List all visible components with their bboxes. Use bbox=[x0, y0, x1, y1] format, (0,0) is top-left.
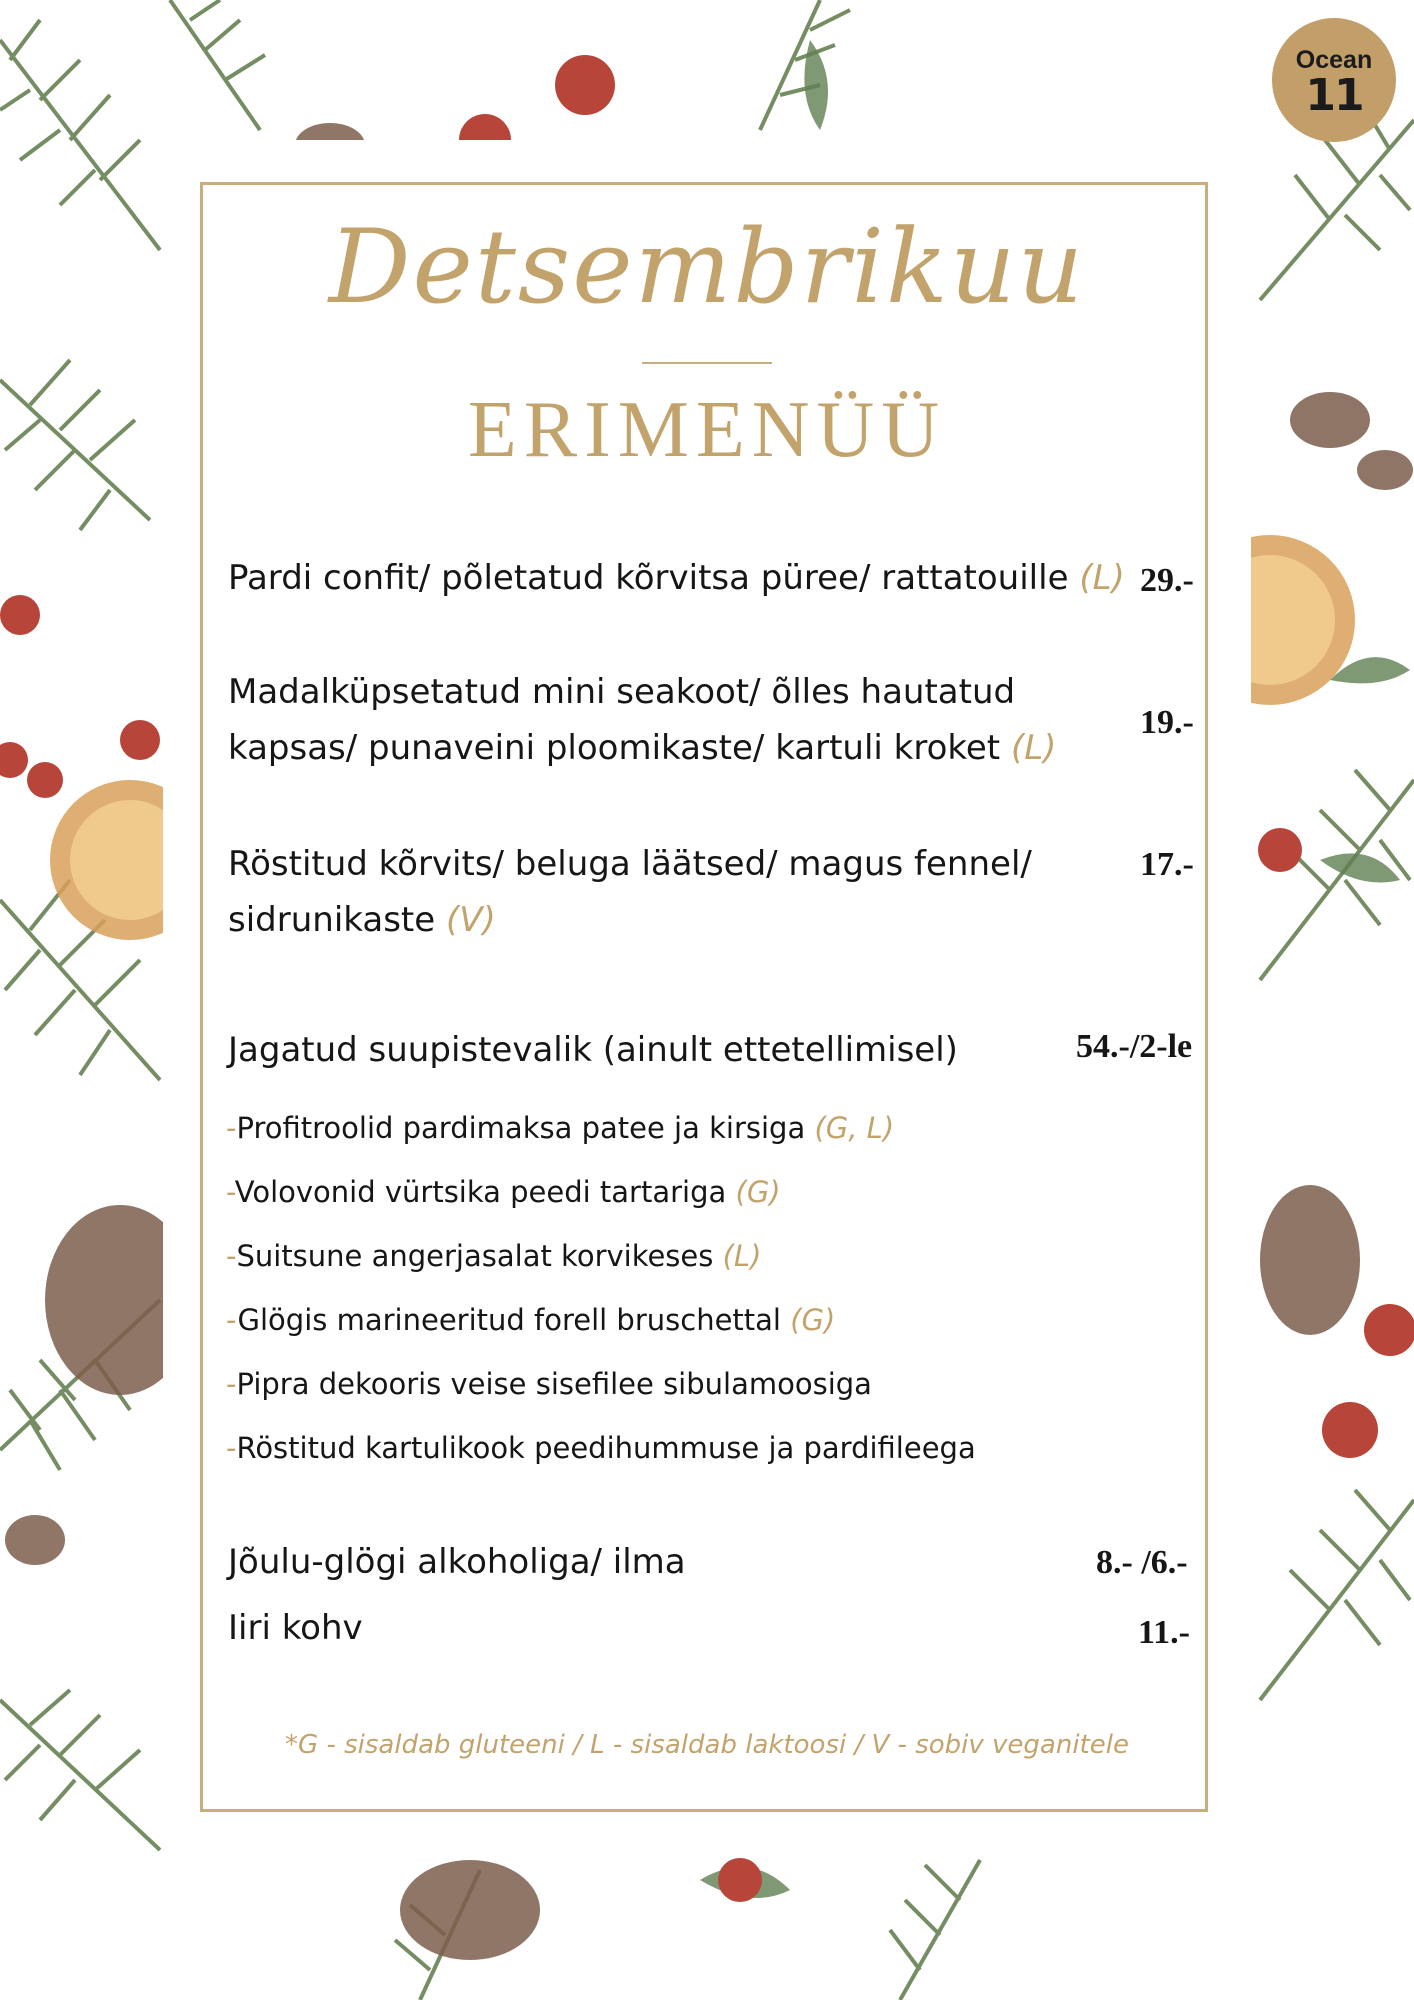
sub-item-6-text: Röstitud kartulikook peedihummuse ja pardifileega bbox=[236, 1431, 976, 1465]
sub-item-3-dash: - bbox=[226, 1239, 237, 1273]
sub-item-4-dash: - bbox=[226, 1303, 238, 1337]
menu-item-3 bbox=[228, 836, 1032, 948]
sub-item-4 bbox=[226, 1303, 835, 1337]
menu-title-script: Detsembrikuu bbox=[328, 208, 1086, 327]
sub-item-4-diet: (G) bbox=[790, 1303, 836, 1337]
menu-item-2 bbox=[228, 664, 1056, 776]
sub-item-5-dash: - bbox=[226, 1367, 237, 1401]
logo-line-2: 11 bbox=[1305, 70, 1363, 121]
menu-item-1-price: 29.- bbox=[1140, 562, 1194, 599]
menu-item-2-line-1: Madalküpsetatud mini seakoot/ õlles hautatud bbox=[228, 672, 1016, 712]
sub-item-2-text: Volovonid vürtsika peedi tartariga bbox=[234, 1175, 727, 1209]
menu-item-2-line-2: kapsas/ punaveini ploomikaste/ kartuli kroket bbox=[228, 728, 1001, 768]
sub-item-4-text: Glögis marineeritud forell bruschettal bbox=[237, 1303, 781, 1337]
sub-item-5 bbox=[226, 1367, 872, 1401]
menu-item-1 bbox=[228, 550, 1125, 606]
drink-item-2 bbox=[228, 1600, 363, 1656]
sub-item-6-dash: - bbox=[226, 1431, 237, 1465]
menu-item-3-line-1: Röstitud kõrvits/ beluga läätsed/ magus fennel/ bbox=[228, 844, 1032, 884]
sub-item-1-dash: - bbox=[226, 1111, 237, 1145]
sub-item-2-dash: - bbox=[226, 1175, 235, 1209]
drink-item-2-price: 11.- bbox=[1138, 1614, 1190, 1651]
menu-item-1-diet: (L) bbox=[1079, 558, 1125, 598]
sub-item-3 bbox=[226, 1239, 761, 1273]
menu-item-3-price: 17.- bbox=[1140, 846, 1194, 883]
sub-item-2 bbox=[226, 1175, 781, 1209]
menu-title: ERIMENÜÜ bbox=[467, 386, 947, 474]
menu-item-4-name: Jagatud suupistevalik (ainult ettetellimisel) bbox=[228, 1030, 958, 1070]
menu-item-3-line-2: sidrunikaste bbox=[228, 900, 436, 940]
ocean-11-logo bbox=[1272, 18, 1396, 142]
drink-item-1 bbox=[228, 1534, 686, 1590]
sub-item-1-text: Profitroolid pardimaksa patee ja kirsiga bbox=[236, 1111, 806, 1145]
sub-item-6 bbox=[226, 1431, 976, 1465]
sub-item-3-text: Suitsune angerjasalat korvikeses bbox=[236, 1239, 714, 1273]
logo-line-1: Ocean bbox=[1295, 46, 1373, 74]
sub-item-5-text: Pipra dekooris veise sisefilee sibulamoosiga bbox=[236, 1367, 872, 1401]
drink-item-2-name: Iiri kohv bbox=[228, 1608, 363, 1648]
sub-item-3-diet: (L) bbox=[722, 1239, 762, 1273]
sub-item-2-diet: (G) bbox=[735, 1175, 781, 1209]
menu-item-3-diet: (V) bbox=[445, 900, 496, 940]
menu-item-2-price: 19.- bbox=[1140, 704, 1194, 741]
title-divider bbox=[642, 362, 772, 364]
menu-item-4 bbox=[228, 1022, 958, 1078]
menu-item-4-price: 54.-/2-le bbox=[1076, 1028, 1193, 1065]
drink-item-1-price: 8.- /6.- bbox=[1096, 1544, 1188, 1581]
sub-item-1 bbox=[226, 1111, 894, 1145]
allergen-footnote: *G - sisaldab gluteeni / L - sisaldab laktoosi / V - sobiv veganitele bbox=[285, 1730, 1129, 1760]
drink-item-1-name: Jõulu-glögi alkoholiga/ ilma bbox=[228, 1542, 686, 1582]
menu-item-1-name: Pardi confit/ põletatud kõrvitsa püree/ rattatouille bbox=[228, 558, 1069, 598]
menu-item-2-diet: (L) bbox=[1010, 728, 1057, 768]
sub-item-1-diet: (G, L) bbox=[814, 1111, 895, 1145]
